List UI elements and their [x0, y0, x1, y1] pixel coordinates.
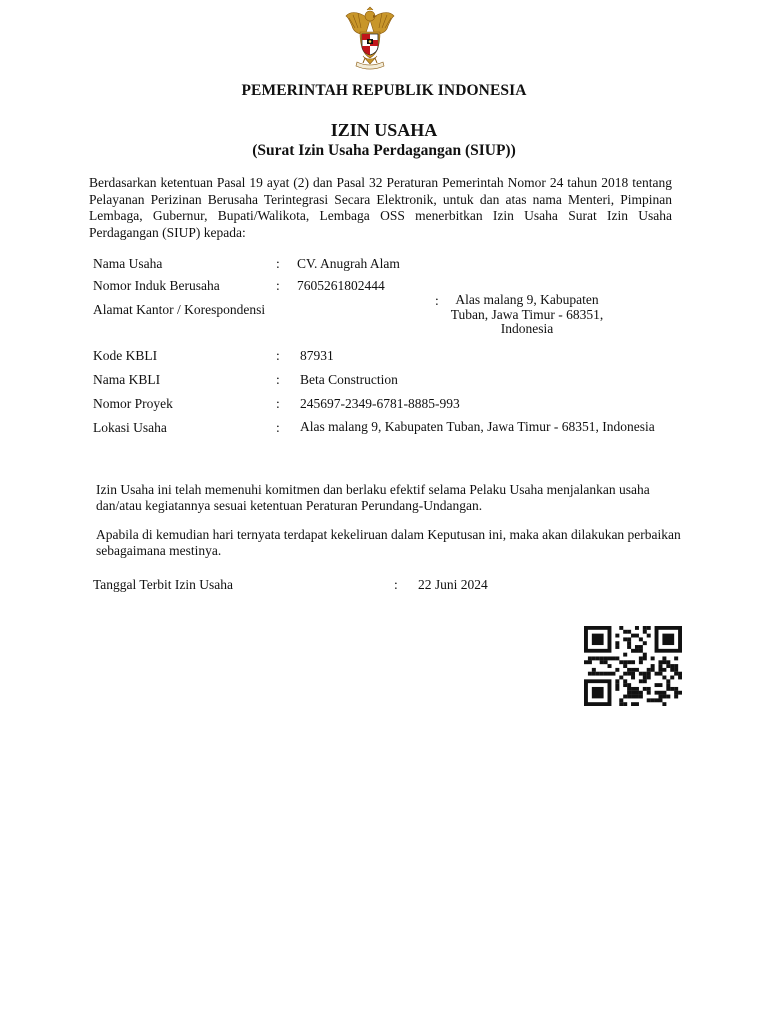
- nama-kbli-value: Beta Construction: [300, 372, 398, 387]
- kode-kbli-colon: :: [276, 348, 280, 363]
- nomor-proyek-colon: :: [276, 396, 280, 411]
- tanggal-terbit-label: Tanggal Terbit Izin Usaha: [93, 577, 233, 592]
- nomor-proyek-value: 245697-2349-6781-8885-993: [300, 396, 460, 411]
- alamat-label: Alamat Kantor / Korespondensi: [93, 302, 266, 317]
- alamat-value: Alas malang 9, Kabupaten Tuban, Jawa Timur - 68351, Indonesia: [450, 292, 604, 336]
- kekeliruan-paragraph: Apabila di kemudian hari ternyata terdapat kekeliruan dalam Keputusan ini, maka akan dilakukan perbaikan sebagaimana mestinya.: [96, 527, 681, 558]
- kode-kbli-value: 87931: [300, 348, 334, 363]
- nib-label: Nomor Induk Berusaha: [93, 278, 220, 293]
- nib-colon: :: [276, 278, 280, 293]
- intro-paragraph: Berdasarkan ketentuan Pasal 19 ayat (2) dan Pasal 32 Peraturan Pemerintah Nomor 24 tahun 2018 tentang Pelayanan Perizinan Berusaha Terintegrasi Secara Elektronik, untuk dan atas nama Menteri, Pimpinan Lembaga, Gubernur, Bupati/Walikota, Lembaga OSS menerbitkan Izin Usaha Surat Izin Usaha Perdagangan (SIUP) kepada:: [89, 175, 672, 240]
- nama-kbli-label: Nama KBLI: [93, 372, 161, 387]
- government-heading: PEMERINTAH REPUBLIK INDONESIA: [241, 82, 527, 99]
- qr-code-icon: [584, 626, 682, 706]
- lokasi-usaha-value: Alas malang 9, Kabupaten Tuban, Jawa Timur - 68351, Indonesia: [300, 419, 655, 434]
- kode-kbli-label: Kode KBLI: [93, 348, 158, 363]
- nomor-proyek-label: Nomor Proyek: [93, 396, 173, 411]
- nama-usaha-colon: :: [276, 256, 280, 271]
- lokasi-usaha-label: Lokasi Usaha: [93, 420, 167, 435]
- komitmen-paragraph: Izin Usaha ini telah memenuhi komitmen dan berlaku efektif selama Pelaku Usaha menjalankan usaha dan/atau kegiatannya sesuai ketentuan Peraturan Perundang-Undangan.: [96, 482, 650, 513]
- nama-kbli-colon: :: [276, 372, 280, 387]
- document-subtitle: (Surat Izin Usaha Perdagangan (SIUP)): [252, 142, 516, 159]
- tanggal-terbit-colon: :: [394, 577, 398, 592]
- document-title: IZIN USAHA: [330, 120, 438, 140]
- garuda-emblem-icon: [343, 6, 397, 72]
- tanggal-terbit-value: 22 Juni 2024: [418, 577, 488, 592]
- lokasi-usaha-colon: :: [276, 420, 280, 435]
- nib-value: 7605261802444: [297, 278, 385, 293]
- nama-usaha-label: Nama Usaha: [93, 256, 163, 271]
- alamat-colon: :: [435, 293, 439, 308]
- nama-usaha-value: CV. Anugrah Alam: [297, 256, 400, 271]
